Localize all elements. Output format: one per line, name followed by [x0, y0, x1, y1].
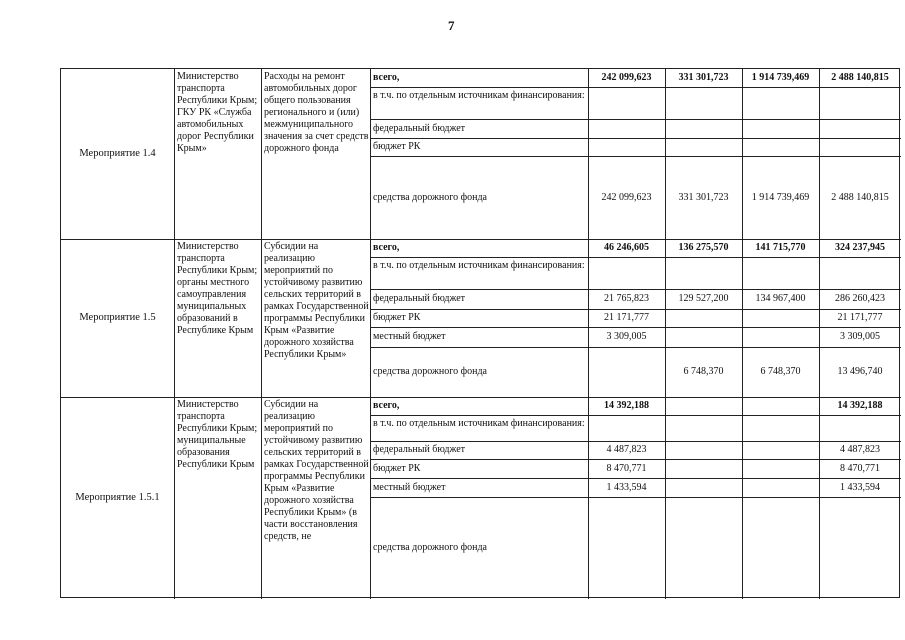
row-divider	[370, 459, 901, 460]
measure-label: Мероприятие 1.4	[79, 148, 156, 159]
row-divider	[370, 257, 901, 258]
column-divider	[370, 69, 371, 239]
amount-cell: 14 392,188	[604, 400, 649, 411]
row-divider	[370, 415, 901, 416]
column-divider	[819, 397, 820, 599]
amount-cell: 134 967,400	[755, 293, 806, 304]
description-text: Субсидии на реализацию мероприятий по устойчивому развитию сельских территорий в рамках Государственной программы Республики Крым «Развитие дорожного хозяйства Республики Крым» (в части восстановления средств, не	[264, 399, 369, 542]
amount-cell: 8 470,771	[840, 462, 880, 474]
row-divider	[370, 156, 901, 157]
row-divider	[370, 119, 901, 120]
column-divider	[261, 397, 262, 599]
column-divider	[742, 69, 743, 239]
funding-source: в т.ч. по отдельным источникам финансирования:	[373, 90, 585, 101]
column-divider	[665, 69, 666, 239]
funding-source: всего,	[373, 72, 400, 83]
funding-source: всего,	[373, 400, 400, 411]
funding-source: бюджет РК	[373, 141, 421, 152]
amount-cell: 1 914 739,469	[751, 72, 810, 83]
executor-text: Министерство транспорта Республики Крым; ГКУ РК «Служба автомобильных дорог Республики Крым»	[177, 71, 258, 154]
row-divider	[370, 289, 901, 290]
amount-cell: 2 488 140,815	[831, 191, 889, 203]
measure-label: Мероприятие 1.5	[79, 312, 156, 323]
row-divider	[370, 87, 901, 88]
amount-cell: 136 275,570	[678, 242, 729, 253]
column-divider	[819, 69, 820, 239]
description-text: Субсидии на реализацию мероприятий по устойчивому развитию сельских территорий в рамках Государственной программы Республики Крым «Развитие дорожного хозяйства Республики Крым»	[264, 241, 369, 360]
column-divider	[174, 397, 175, 599]
funding-source: всего,	[373, 242, 400, 253]
funding-source: средства дорожного фонда	[373, 366, 487, 377]
funding-source: местный бюджет	[373, 331, 446, 342]
amount-cell: 6 748,370	[683, 366, 724, 377]
column-divider	[370, 397, 371, 599]
block-divider	[61, 397, 901, 398]
amount-cell: 141 715,770	[755, 242, 806, 253]
description-text: Расходы на ремонт автомобильных дорог общего пользования регионального и (или) межмуниципального значения за счет средств дорожного фонда	[264, 71, 369, 154]
amount-cell: 242 099,623	[601, 191, 652, 203]
funding-source: бюджет РК	[373, 462, 421, 474]
amount-cell: 21 171,777	[837, 312, 883, 323]
amount-cell: 6 748,370	[760, 366, 801, 377]
amount-cell: 21 765,823	[604, 293, 649, 304]
amount-cell: 129 527,200	[678, 293, 729, 304]
funding-source: в т.ч. по отдельным источникам финансирования:	[373, 260, 585, 271]
funding-source: федеральный бюджет	[373, 293, 466, 304]
column-divider	[370, 239, 371, 397]
amount-cell: 286 260,423	[835, 293, 885, 304]
amount-cell: 331 301,723	[678, 72, 729, 83]
funding-source: в т.ч. по отдельным источникам финансирования:	[373, 418, 585, 429]
column-divider	[174, 239, 175, 397]
amount-cell: 8 470,771	[606, 462, 647, 474]
column-divider	[261, 239, 262, 397]
column-divider	[588, 397, 589, 599]
funding-source: федеральный бюджет	[373, 444, 466, 455]
column-divider	[742, 397, 743, 599]
amount-cell: 46 246,605	[604, 242, 649, 253]
budget-table	[60, 68, 900, 598]
funding-source: средства дорожного фонда	[373, 542, 487, 553]
funding-source: местный бюджет	[373, 481, 446, 493]
measure-label: Мероприятие 1.5.1	[75, 492, 160, 503]
block-divider	[61, 239, 901, 240]
amount-cell: 13 496,740	[837, 366, 883, 377]
amount-cell: 1 433,594	[606, 481, 647, 493]
row-divider	[370, 497, 901, 498]
row-divider	[370, 309, 901, 310]
amount-cell: 3 309,005	[840, 331, 880, 342]
executor-text: Министерство транспорта Республики Крым; муниципальные образования Республики Крым	[177, 399, 258, 470]
row-divider	[370, 347, 901, 348]
row-divider	[370, 478, 901, 479]
row-divider	[370, 327, 901, 328]
page-number: 7	[448, 18, 455, 33]
row-divider	[370, 138, 901, 139]
funding-source: федеральный бюджет	[373, 122, 466, 134]
amount-cell: 4 487,823	[840, 444, 880, 455]
amount-cell: 1 914 739,469	[751, 191, 810, 203]
row-divider	[370, 441, 901, 442]
column-divider	[588, 69, 589, 239]
column-divider	[261, 69, 262, 239]
column-divider	[174, 69, 175, 239]
amount-cell: 3 309,005	[606, 331, 647, 342]
executor-text: Министерство транспорта Республики Крым; органы местного самоуправления муниципальных образований в Республике Крым	[177, 241, 258, 336]
funding-source: бюджет РК	[373, 312, 421, 323]
funding-source: средства дорожного фонда	[373, 191, 487, 203]
amount-cell: 1 433,594	[840, 481, 880, 493]
amount-cell: 324 237,945	[835, 242, 885, 253]
column-divider	[665, 397, 666, 599]
amount-cell: 331 301,723	[678, 191, 729, 203]
amount-cell: 242 099,623	[601, 72, 652, 83]
amount-cell: 2 488 140,815	[831, 72, 889, 83]
amount-cell: 21 171,777	[604, 312, 649, 323]
amount-cell: 4 487,823	[606, 444, 647, 455]
amount-cell: 14 392,188	[837, 400, 883, 411]
